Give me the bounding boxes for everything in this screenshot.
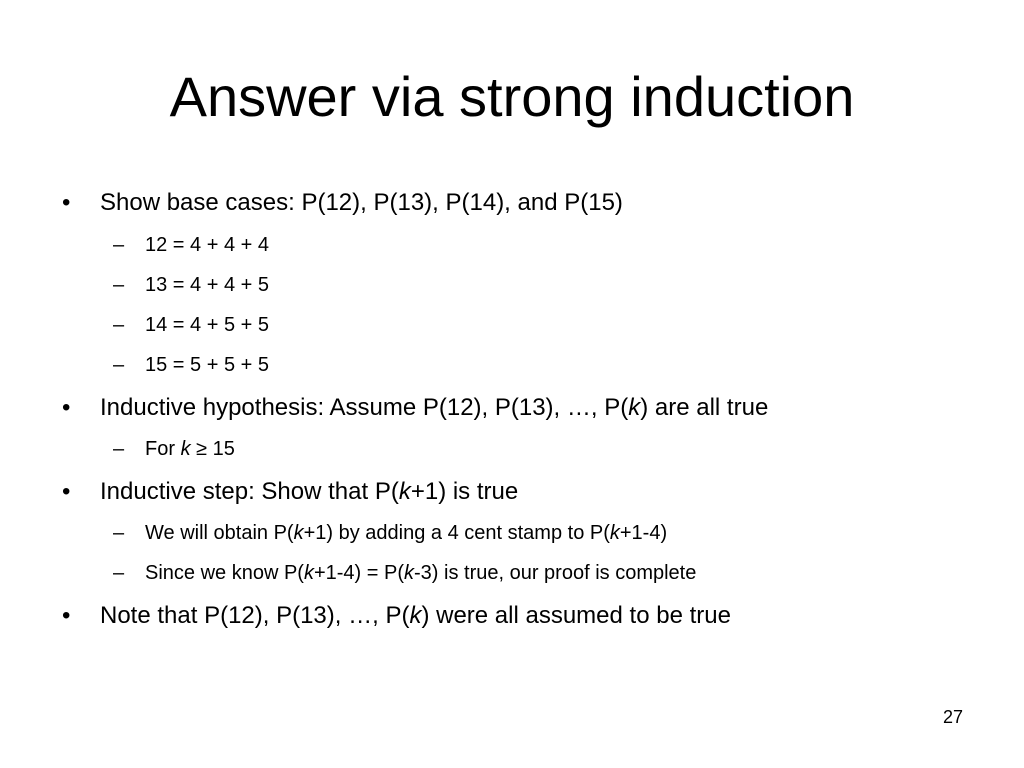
sub-text	[145, 560, 696, 586]
sub-text	[145, 436, 235, 462]
text-part: +1) is true	[410, 478, 519, 505]
sub-mark: –	[113, 274, 125, 296]
text-part: ) were all assumed to be true	[421, 602, 731, 629]
variable-k: k	[303, 562, 314, 584]
text-part: Note that P(12), P(13), …, P(	[100, 602, 410, 629]
text-part: For	[145, 438, 181, 460]
variable-k: k	[609, 522, 620, 544]
sub-mark: –	[113, 562, 125, 584]
text-part: We will obtain P(	[145, 522, 294, 544]
text-part: Since we know P(	[145, 562, 304, 584]
variable-k: k	[180, 438, 191, 460]
text-part: -3) is true, our proof is complete	[414, 562, 697, 584]
variable-k: k	[409, 602, 422, 629]
sub-mark: –	[113, 354, 125, 376]
bullet-text: Show base cases: P(12), P(13), P(14), and P(15)	[100, 189, 623, 216]
text-part: Inductive hypothesis: Assume P(12), P(13), …, P(	[100, 394, 629, 421]
variable-k: k	[398, 478, 411, 505]
variable-k: k	[628, 394, 641, 421]
sub-text: 14 = 4 + 5 + 5	[145, 314, 269, 336]
bullet-text	[100, 393, 768, 423]
sub-mark: –	[113, 234, 125, 256]
bullet-text	[100, 601, 731, 631]
sub-text: 12 = 4 + 4 + 4	[145, 234, 269, 256]
text-part: ) are all true	[640, 394, 769, 421]
sub-text: 15 = 5 + 5 + 5	[145, 354, 269, 376]
text-part: +1) by adding a 4 cent stamp to P(	[303, 522, 610, 544]
sub-text: 13 = 4 + 4 + 5	[145, 274, 269, 296]
text-part: +1-4)	[619, 522, 668, 544]
sub-mark: –	[113, 314, 125, 336]
sub-text	[145, 520, 667, 546]
text-part: ≥ 15	[190, 438, 235, 460]
bullet-text	[100, 477, 518, 507]
bullet-mark: •	[62, 602, 71, 629]
sub-mark: –	[113, 438, 125, 460]
variable-k: k	[293, 522, 304, 544]
slide-title: Answer via strong induction	[169, 65, 855, 128]
bullet-mark: •	[62, 478, 71, 505]
page-number: 27	[942, 707, 963, 727]
text-part: +1-4) = P(	[313, 562, 405, 584]
text-part: Inductive step: Show that P(	[100, 478, 399, 505]
variable-k: k	[404, 562, 415, 584]
bullet-mark: •	[62, 189, 71, 216]
bullet-mark: •	[62, 394, 71, 421]
sub-mark: –	[113, 522, 125, 544]
